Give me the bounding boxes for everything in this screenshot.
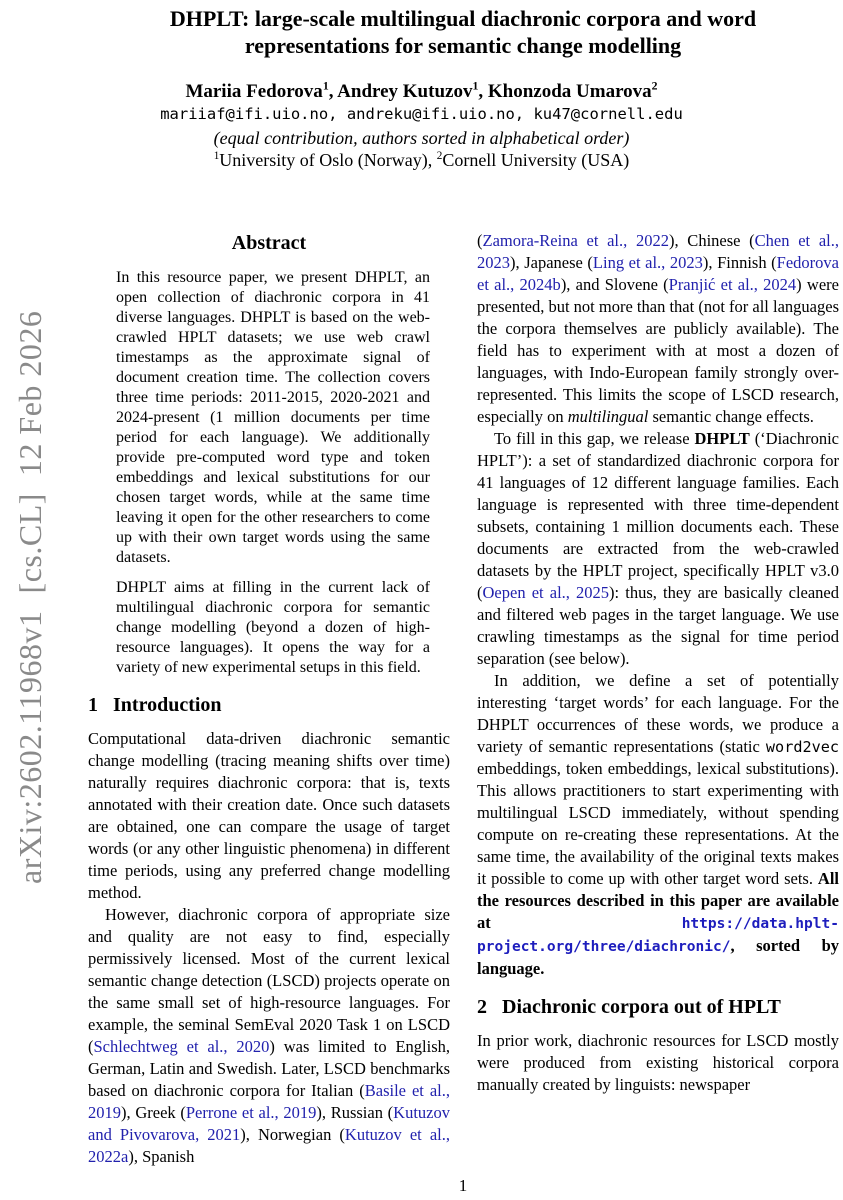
text-segment: 1 [322,79,329,93]
text-segment: multilingual [567,407,649,426]
text-segment: ), and Slovene ( [560,275,669,294]
section-2-title: Diachronic corpora out of HPLT [502,996,781,1018]
text-segment: DHPLT aims at filling in the current lack of multilingual diachronic corpora for semantic change modelling (beyond a dozen of high-resource languages). It opens the way for a variety of new experimental setups in this field. [116,579,430,676]
paper-title: DHPLT: large-scale multilingual diachronic corpora and word representations for semantic change modelling [169,6,757,58]
text-segment: (‘Diachronic HPLT’): a set of standardized diachronic corpora for 41 languages of 12 different language families. Each language is represented with three time-dependent subsets, containing 1 million documents each. These documents are extracted from the web-crawled datasets by the HPLT project, specifically HPLT v3.0 ( [477,429,839,602]
section-2-heading [477,996,839,1019]
text-segment: Cornell University (USA) [442,150,630,170]
intro-paragraph-3 [477,428,839,670]
intro-paragraph-2 [88,904,450,1168]
text-segment: word2vec [765,738,839,756]
citation-link[interactable]: Zamora-Reina et al., 2022 [482,231,669,250]
text-segment: ), Russian ( [316,1103,394,1122]
text-segment: ), Norwegian ( [240,1125,345,1144]
section-2-number: 2 [477,996,487,1018]
text-segment: ( [477,231,483,250]
text-segment: In prior work, diachronic resources for LSCD mostly were produced from existing historical corpora manually created by linguists: newspaper [477,1031,839,1094]
citation-link[interactable]: Oepen et al., 2025 [482,583,610,602]
text-segment: In this resource paper, we present DHPLT, an open collection of diachronic corpora in 41 diverse languages. DHPLT is based on the web-crawled HPLT datasets; we use web crawl timestamps as the approximate signal of document creation time. The collection covers three time periods: 2011-2015, 2020-2021 and 2024-present (1 million documents per time period for each language). We additionally provide pre-computed word type and token embeddings and lexical substitutions for our chosen target words, while at the same time leaving it open for the other researchers to come up with their own target words using the same datasets. [116,269,430,566]
author-emails[interactable]: mariiaf@ifi.uio.no, andreku@ifi.uio.no, ku47@cornell.edu [160,105,683,123]
abstract-paragraph-2 [116,578,430,678]
citation-link[interactable]: Schlechtweg et al., 2020 [93,1037,270,1056]
text-segment: 1 [472,79,479,93]
text-segment: Computational data-driven diachronic semantic change modelling (tracing meaning shifts over time) naturally requires diachronic corpora: that is, texts annotated with their creation date. Once such datasets are obtained, one can compare the usage of target words (or any other linguistic phenomena) in different time periods, using any preferred change modelling method. [88,729,450,902]
text-segment: ), Japanese ( [510,253,593,272]
text-segment: DHPLT [694,429,750,448]
page-number: 1 [458,1176,468,1195]
section-1-heading [88,694,450,717]
text-segment: 2 [651,79,658,93]
right-column [477,230,839,1096]
text-segment: , sorted by language. [477,936,839,978]
contribution-note: (equal contribution, authors sorted in alphabetical order) [213,128,630,148]
section-1-title: Introduction [113,694,222,716]
text-segment: semantic change effects. [648,407,814,426]
section-1-number: 1 [88,694,98,716]
text-segment: , Khonzoda Umarova [478,81,652,102]
url-link[interactable]: https://data.hplt-project.org/three/diachronic/ [477,916,839,955]
text-segment: However, diachronic corpora of appropriate size and quality are not easy to find, especially permissively licensed. Most of the current lexical semantic change detection (LSCD) projects operate on the same small set of high-resource languages. For example, the seminal SemEval 2020 Task 1 on LSCD ( [88,905,450,1056]
left-column [88,230,450,1168]
text-segment: ), Chinese ( [668,231,755,250]
text-segment: 1 [213,150,220,162]
text-segment: All the resources described in this paper are available at [477,869,839,932]
text-segment: ), Greek ( [121,1103,186,1122]
citation-link[interactable]: Perrone et al., 2019 [185,1103,317,1122]
text-segment: ), Finnish ( [702,253,777,272]
text-segment: ): thus, they are basically cleaned and filtered web pages in the target language. We use crawling timestamps as the signal for time period separation (see below). [477,583,840,668]
authors-line [0,81,843,103]
text-segment: ), Spanish [128,1147,195,1166]
text-segment: To fill in this gap, we release [494,429,695,448]
abstract-paragraph-1 [116,268,430,568]
citation-link[interactable]: Fedorova et al., 2024b [477,253,839,294]
citation-link[interactable]: Chen et al., 2023 [477,231,839,272]
citation-link[interactable]: Pranjić et al., 2024 [668,275,797,294]
intro-paragraph-4 [477,670,839,980]
citation-link[interactable]: Basile et al., 2019 [88,1081,451,1122]
text-segment: In addition, we define a set of potentially interesting ‘target words’ for each language. For the DHPLT occurrences of these words, we produce a variety of semantic representations (static [477,671,839,756]
citation-link[interactable]: Ling et al., 2023 [592,253,703,272]
text-segment: embeddings, token embeddings, lexical substitutions). This allows practitioners to start experimenting with multilingual LSCD immediately, without spending compute on re-creating these representations. At the same time, the availability of the original texts makes it possible to come up with other target word sets. [477,759,839,888]
arxiv-watermark: arXiv:2602.11968v1 [cs.CL] 12 Feb 2026 [12,310,48,884]
intro-paragraph-1 [88,728,450,904]
text-segment: 2 [436,150,443,162]
abstract-heading: Abstract [231,232,307,254]
text-segment: University of Oslo (Norway), [219,150,437,170]
citation-link[interactable]: Kutuzov and Pivovarova, 2021 [88,1103,450,1144]
text-segment: ) were presented, but not more than that (not for all languages the corpora themselves are publicly available). The field has to experiment with at most a dozen of languages, with Indo-European family strongly over-represented. This limits the scope of LSCD research, especially on [477,275,839,426]
affiliations-line [0,150,843,171]
text-segment: ) was limited to English, German, Latin and Swedish. Later, LSCD benchmarks based on diachronic corpora for Italian ( [88,1037,450,1100]
citation-link[interactable]: Kutuzov et al., 2022a [88,1125,451,1166]
text-segment: , Andrey Kutuzov [328,81,473,102]
intro-paragraph-2-continued [477,230,839,428]
section-2-paragraph-1 [477,1030,839,1096]
text-segment: Mariia Fedorova [185,81,323,102]
